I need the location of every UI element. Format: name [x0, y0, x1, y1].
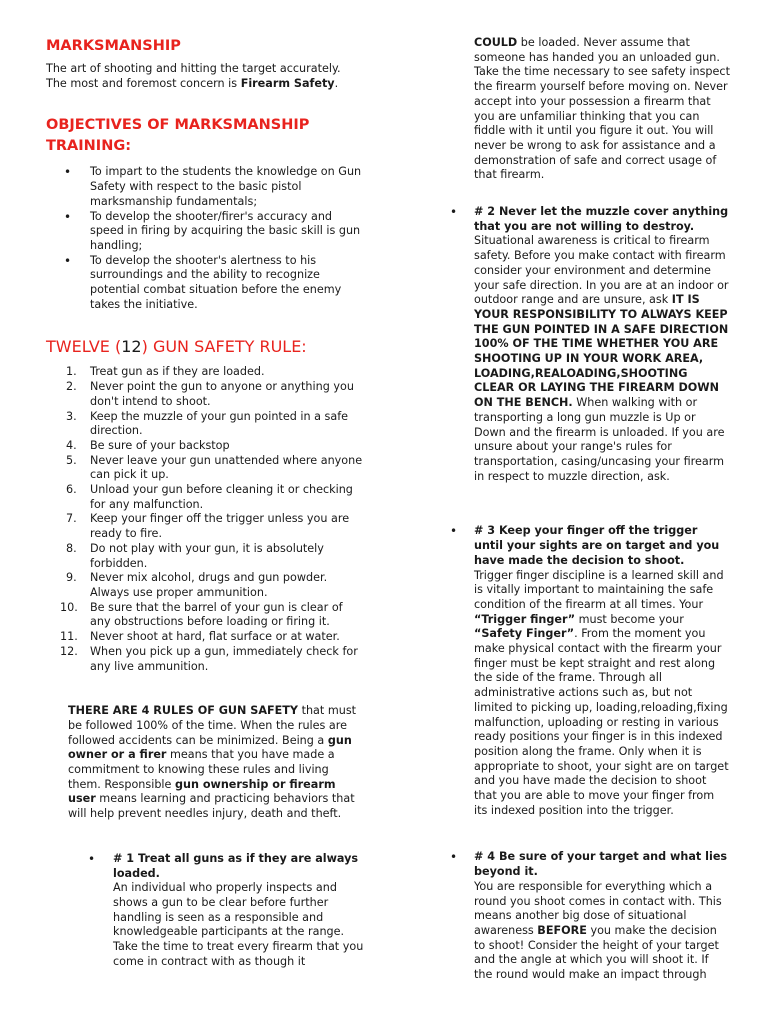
four-rules-paragraph — [46, 704, 364, 822]
rule-number: 12. — [60, 644, 78, 658]
rule-3-bold-2: “Safety Finger” — [474, 627, 575, 641]
rule-text: Do not play with your gun, it is absolutely forbidden. — [90, 541, 324, 570]
bullet-icon: • — [450, 524, 458, 539]
rule-item-7 — [46, 512, 364, 541]
intro-line-1: The art of shooting and hitting the target accurately. — [46, 62, 341, 75]
intro-line-2 — [46, 77, 364, 92]
rule-text: Never shoot at hard, flat surface or at water. — [90, 630, 340, 644]
rule-1-heading: # 1 Treat all guns as if they are always loaded. — [113, 851, 359, 880]
rule-number: 8. — [66, 541, 77, 555]
objectives-heading-line-2: TRAINING: — [46, 138, 132, 155]
rule-number: 11. — [60, 630, 78, 644]
rule-number: 1. — [66, 365, 77, 379]
rule-text: When you pick up a gun, immediately check for any live ammunition. — [90, 644, 358, 673]
four-rules-bold-3: gun ownership or firearm user — [68, 777, 336, 806]
four-rules-text-3: means learning and practicing behaviors that will help prevent needles injury, death and theft. — [68, 792, 355, 821]
four-rules-text-2: means that you have made a commitment to knowing these rules and living them. Responsible — [68, 748, 335, 791]
objective-item-3: • To develop the shooter's alertness to his surroundings and the ability to recognize potential combat situation before the enemy takes the initiative. — [46, 254, 364, 313]
rule-1-section — [46, 852, 364, 970]
rule-number: 5. — [66, 453, 77, 467]
rule-text: Keep the muzzle of your gun pointed in a safe direction. — [90, 409, 349, 438]
twelve-rules-heading — [46, 336, 364, 357]
rule-item-2 — [46, 380, 364, 409]
intro-line-2-text: The most and foremost concern is — [46, 76, 241, 90]
rule-item-10 — [46, 601, 364, 630]
bullet-icon: • — [450, 205, 458, 220]
rule-3-text-1: Trigger finger discipline is a learned skill and is vitally important to maintaining the safe condition of the firearm at all times. Your — [474, 568, 724, 611]
rule-item-3 — [46, 410, 364, 439]
rule-text: Never leave your gun unattended where anyone can pick it up. — [90, 453, 363, 482]
intro-line-2-bold: Firearm Safety — [240, 76, 335, 90]
rule-item-9 — [46, 571, 364, 600]
rule-text: Treat gun as if they are loaded. — [90, 365, 265, 379]
rule-item-5 — [46, 454, 364, 483]
left-column — [46, 0, 364, 969]
rule-3-section — [450, 524, 730, 818]
rule-number: 6. — [66, 483, 77, 497]
objectives-heading — [46, 115, 364, 157]
rule-2-heading: # 2 Never let the muzzle cover anything that you are not willing to destroy. — [474, 205, 729, 233]
objective-item-1: • To impart to the students the knowledge on Gun Safety with respect to the basic pistol marksmanship fundamentals; — [46, 165, 364, 209]
rule-number: 3. — [66, 409, 77, 423]
rule-1-continued — [474, 36, 730, 183]
twelve-rules-heading-b: ) GUN SAFETY RULE: — [141, 337, 307, 357]
four-rules-text-1: that must be followed 100% of the time. When the rules are followed accidents can be minimized. Being a — [68, 704, 357, 747]
rule-number: 9. — [66, 571, 77, 585]
rule-4-bold: BEFORE — [537, 923, 587, 937]
rule-2-bold: IT IS YOUR RESPONSIBILITY TO ALWAYS KEEP THE GUN POINTED IN A SAFE DIRECTION 100% OF THE TIME WHETHER YOU ARE SHOOTING UP IN YOUR WORK AREA, LOADING,REALOADING,SHOOTING CLEAR OR LAYING THE FIREARM DOWN ON THE BENCH. — [474, 293, 729, 410]
bullet-icon: • — [450, 850, 458, 865]
four-rules-bold-2: gun owner or a firer — [68, 733, 352, 762]
rule-text: Never mix alcohol, drugs and gun powder. Always use proper ammunition. — [90, 571, 328, 599]
rule-text: Keep your finger off the trigger unless you are ready to fire. — [90, 512, 350, 541]
rule-4-section — [450, 850, 730, 982]
rule-3-text-3: . From the moment you make physical contact with the firearm your finger must be kept straight and rest along the side of the frame. Through all administrative actions such as, but not limited to picking up, loading,reloading,fixing malfunction, uploading or resting in various ready positions your finger is in this indexed position along the frame. Only when it is appropriate to shoot, your sight are on target and you have made the decision to shoot that you are able to move your finger from its indexed position into the trigger. — [474, 627, 729, 817]
rule-item-6 — [46, 483, 364, 512]
rule-text: Be sure that the barrel of your gun is clear of any obstructions before loading or firing it. — [90, 600, 343, 629]
objectives-heading-line-1: OBJECTIVES OF MARKSMANSHIP — [46, 117, 310, 134]
bullet-icon: • — [88, 851, 96, 866]
rule-text: Be sure of your backstop — [90, 438, 230, 452]
rule-4-heading: # 4 Be sure of your target and what lies beyond it. — [474, 850, 728, 879]
rule-1-body: An individual who properly inspects and shows a gun to be clear before further handling is seen as a responsible and knowledgeable participants at the range. Take the time to treat every firearm that you come in contract with as though it — [113, 881, 364, 968]
rule-2-section — [450, 205, 730, 484]
rule-3-text-2: must become your — [575, 612, 684, 626]
rule-2-text-1: Situational awareness is critical to firearm safety. Before you make contact with firearm consider your environment and determine your safe direction. In you are at an indoor or outdoor range and are unsure, ask — [474, 234, 729, 307]
rule-item-4 — [46, 439, 364, 454]
rule-3-bold-1: “Trigger finger” — [474, 612, 576, 626]
objective-item-2: • To develop the shooter/firer's accuracy and speed in firing by acquiring the basic skill is gun handling; — [46, 210, 364, 254]
rule-item-1 — [46, 365, 364, 380]
rule-item-8 — [46, 542, 364, 571]
rule-number: 7. — [66, 512, 77, 526]
rule-4-text-2: you make the decision to shoot! Consider the height of your target and the angle at which you will shoot it. If the round would make an impact through — [474, 923, 719, 982]
twelve-rules-list — [46, 365, 364, 674]
rule-2-text-2: When walking with or transporting a long gun muzzle is Up or Down and the firearm is unloaded. If you are unsure about your range's rules for transportation, casing/uncasing your firearm in respect to muzzle direction, ask. — [474, 396, 725, 483]
intro-line-2-end: . — [334, 76, 339, 90]
rule-4-text-1: You are responsible for everything which a round you shoot comes in contact with. This means another big dose of situational awareness — [474, 879, 722, 937]
rule-item-12 — [46, 645, 364, 674]
rule-number: 10. — [60, 600, 78, 614]
intro-paragraph — [46, 62, 364, 91]
rule-text: Never point the gun to anyone or anything you don't intend to shoot. — [90, 380, 354, 408]
four-rules-bold-1: THERE ARE 4 RULES OF GUN SAFETY — [68, 704, 299, 718]
objectives-list — [46, 165, 364, 312]
rule-text: Unload your gun before cleaning it or checking for any malfunction. — [90, 483, 353, 511]
rule-number: 2. — [66, 380, 77, 394]
twelve-rules-heading-a: TWELVE ( — [46, 337, 122, 357]
rule-1-continued-text: be loaded. Never assume that someone has handed you an unloaded gun. Take the time necessary to see safety inspect the firearm yourself before moving on. Never accept into your possession a firearm that you are unfamiliar thinking that you can fiddle with it until you figure it out. You will never be wrong to ask for assistance and a demonstration of safe and correct usage of that firearm. — [474, 36, 730, 182]
rule-item-11 — [46, 630, 364, 645]
rule-number: 4. — [66, 438, 77, 452]
rule-3-heading: # 3 Keep your finger off the trigger until your sights are on target and you have made the decision to shoot. — [474, 524, 720, 567]
rule-1-could: COULD — [474, 36, 518, 49]
twelve-rules-heading-number: 12 — [121, 337, 142, 357]
page-title: MARKSMANSHIP — [46, 38, 181, 54]
right-column — [450, 0, 730, 983]
